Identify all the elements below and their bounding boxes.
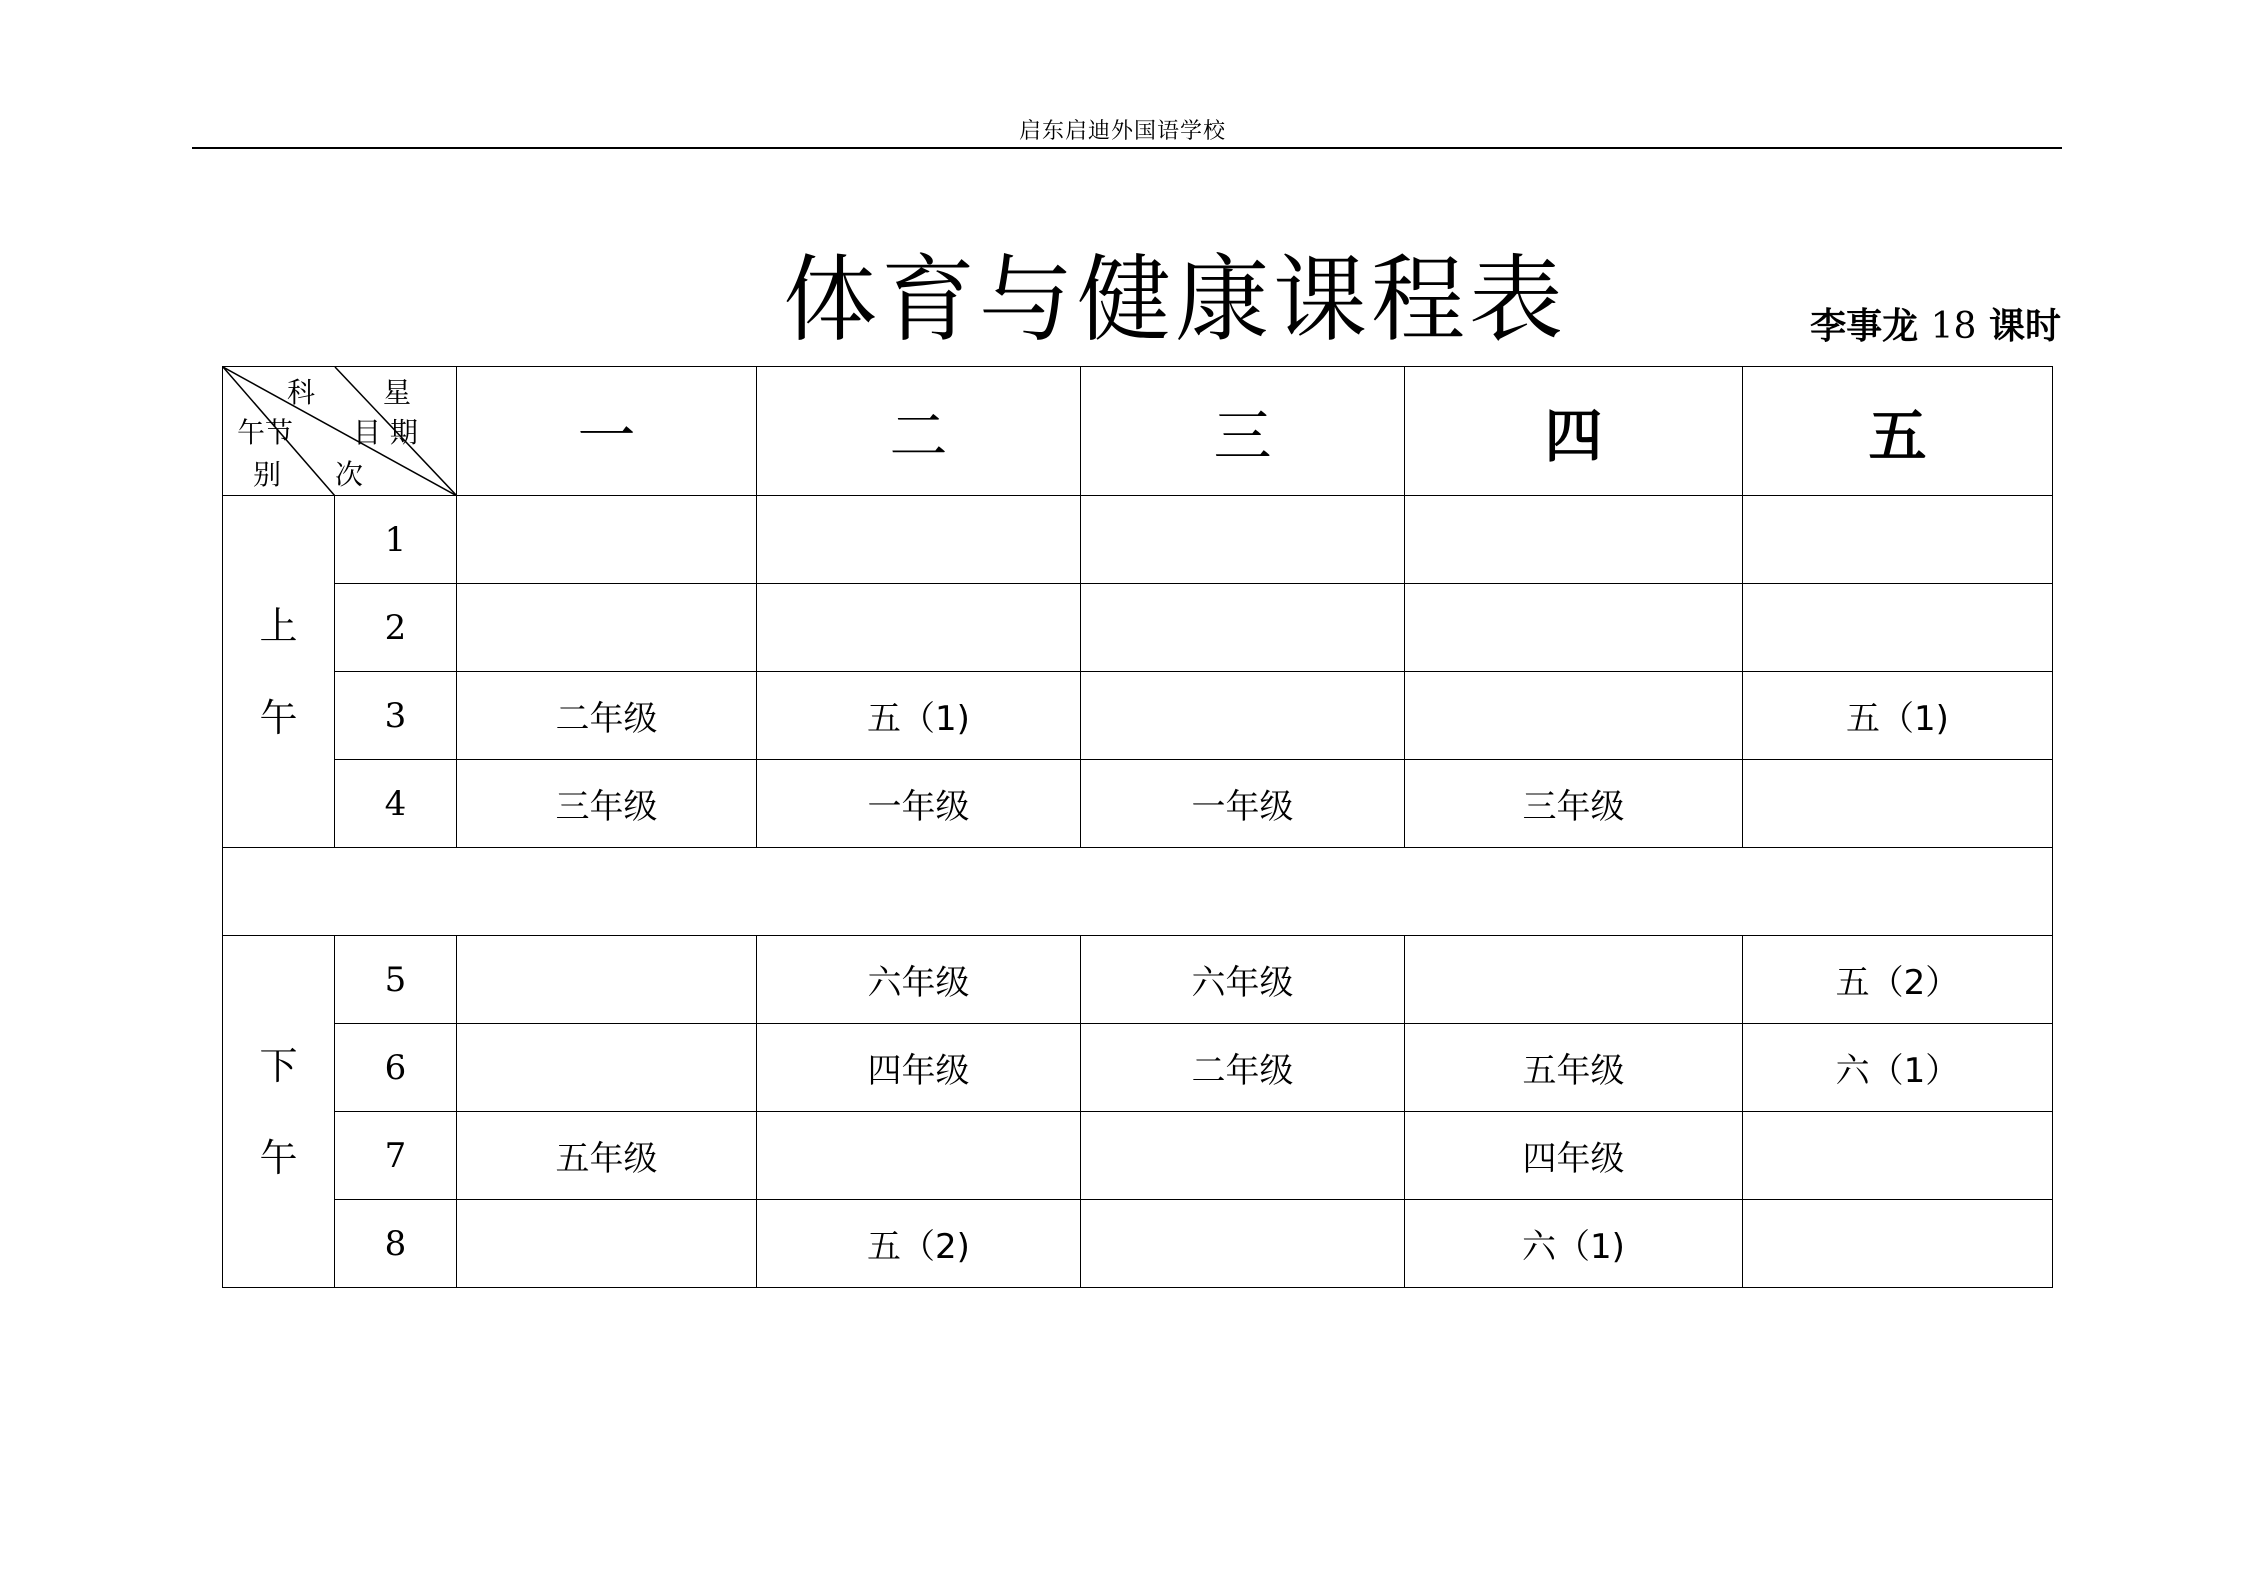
- schedule-cell: [1081, 584, 1405, 672]
- schedule-cell: [757, 584, 1081, 672]
- day-header-wed: 三: [1081, 367, 1405, 496]
- schedule-cell: 六年级: [1081, 936, 1405, 1024]
- teacher-info: [1810, 298, 2061, 349]
- morning-char-2: 午: [259, 695, 298, 740]
- schedule-cell: 五（1): [1743, 672, 2053, 760]
- teacher-hours: 18: [1930, 306, 1977, 347]
- teacher-name: 李事龙: [1810, 305, 1919, 347]
- afternoon-char-2: 午: [259, 1135, 298, 1180]
- schedule-cell: 二年级: [457, 672, 757, 760]
- schedule-cell: [1743, 584, 2053, 672]
- corner-label-subject: 科: [287, 376, 316, 409]
- header-divider: [192, 147, 2062, 149]
- corner-label-order: 次: [335, 458, 364, 491]
- period-number: 6: [335, 1024, 457, 1112]
- schedule-cell: [457, 1024, 757, 1112]
- school-header: 启东启迪外国语学校: [1018, 119, 1226, 144]
- schedule-cell: [1405, 496, 1743, 584]
- table-row: [223, 496, 2053, 584]
- header-row: [223, 367, 2053, 496]
- day-header-fri: 五: [1743, 367, 2053, 496]
- table-row: [223, 1200, 2053, 1288]
- schedule-cell: 一年级: [757, 760, 1081, 848]
- corner-header: [223, 367, 457, 496]
- schedule-cell: [1743, 1112, 2053, 1200]
- teacher-hours-unit: 课时: [1988, 305, 2061, 347]
- table-row: [223, 672, 2053, 760]
- table-row: [223, 936, 2053, 1024]
- afternoon-char-1: 下: [259, 1043, 298, 1088]
- day-header-thu: 四: [1405, 367, 1743, 496]
- schedule-cell: 三年级: [457, 760, 757, 848]
- period-number: 1: [335, 496, 457, 584]
- schedule-cell: 一年级: [1081, 760, 1405, 848]
- table-row: [223, 760, 2053, 848]
- table-row: [223, 1024, 2053, 1112]
- schedule-cell: 四年级: [1405, 1112, 1743, 1200]
- schedule-cell: [1405, 672, 1743, 760]
- schedule-cell: [1081, 672, 1405, 760]
- schedule-cell: [757, 496, 1081, 584]
- schedule-cell: 五（2): [757, 1200, 1081, 1288]
- page-title: 体育与健康课程表: [782, 246, 1567, 355]
- schedule-cell: [1081, 496, 1405, 584]
- day-header-tue: 二: [757, 367, 1081, 496]
- timetable: [222, 366, 2053, 1288]
- table-row: [223, 1112, 2053, 1200]
- schedule-cell: [1081, 1200, 1405, 1288]
- table-row: [223, 584, 2053, 672]
- corner-label-week: 星: [383, 376, 412, 409]
- schedule-cell: 六（1): [1405, 1200, 1743, 1288]
- schedule-cell: 五（1): [757, 672, 1081, 760]
- schedule-cell: [1081, 1112, 1405, 1200]
- period-number: 7: [335, 1112, 457, 1200]
- schedule-cell: [1405, 584, 1743, 672]
- schedule-cell: [1743, 1200, 2053, 1288]
- schedule-cell: 五年级: [1405, 1024, 1743, 1112]
- lunch-break-row: [223, 848, 2053, 936]
- period-number: 4: [335, 760, 457, 848]
- schedule-cell: [457, 1200, 757, 1288]
- schedule-cell: 二年级: [1081, 1024, 1405, 1112]
- schedule-cell: [457, 496, 757, 584]
- schedule-cell: [1743, 760, 2053, 848]
- corner-label-subject-period: 目 期: [353, 416, 418, 449]
- schedule-cell: [1743, 496, 2053, 584]
- schedule-cell: [1405, 936, 1743, 1024]
- schedule-cell: 四年级: [757, 1024, 1081, 1112]
- morning-label: [223, 496, 335, 848]
- schedule-cell: 六（1）: [1743, 1024, 2053, 1112]
- schedule-cell: 三年级: [1405, 760, 1743, 848]
- period-number: 8: [335, 1200, 457, 1288]
- schedule-cell: [457, 936, 757, 1024]
- corner-label-category: 别: [253, 458, 282, 491]
- lunch-break-cell: [223, 848, 2053, 936]
- corner-label-half-period: 午节: [237, 416, 294, 449]
- schedule-cell: 六年级: [757, 936, 1081, 1024]
- period-number: 2: [335, 584, 457, 672]
- day-header-mon: 一: [457, 367, 757, 496]
- schedule-cell: [757, 1112, 1081, 1200]
- period-number: 5: [335, 936, 457, 1024]
- schedule-cell: 五（2）: [1743, 936, 2053, 1024]
- morning-char-1: 上: [259, 603, 298, 648]
- schedule-cell: 五年级: [457, 1112, 757, 1200]
- schedule-cell: [457, 584, 757, 672]
- afternoon-label: [223, 936, 335, 1288]
- period-number: 3: [335, 672, 457, 760]
